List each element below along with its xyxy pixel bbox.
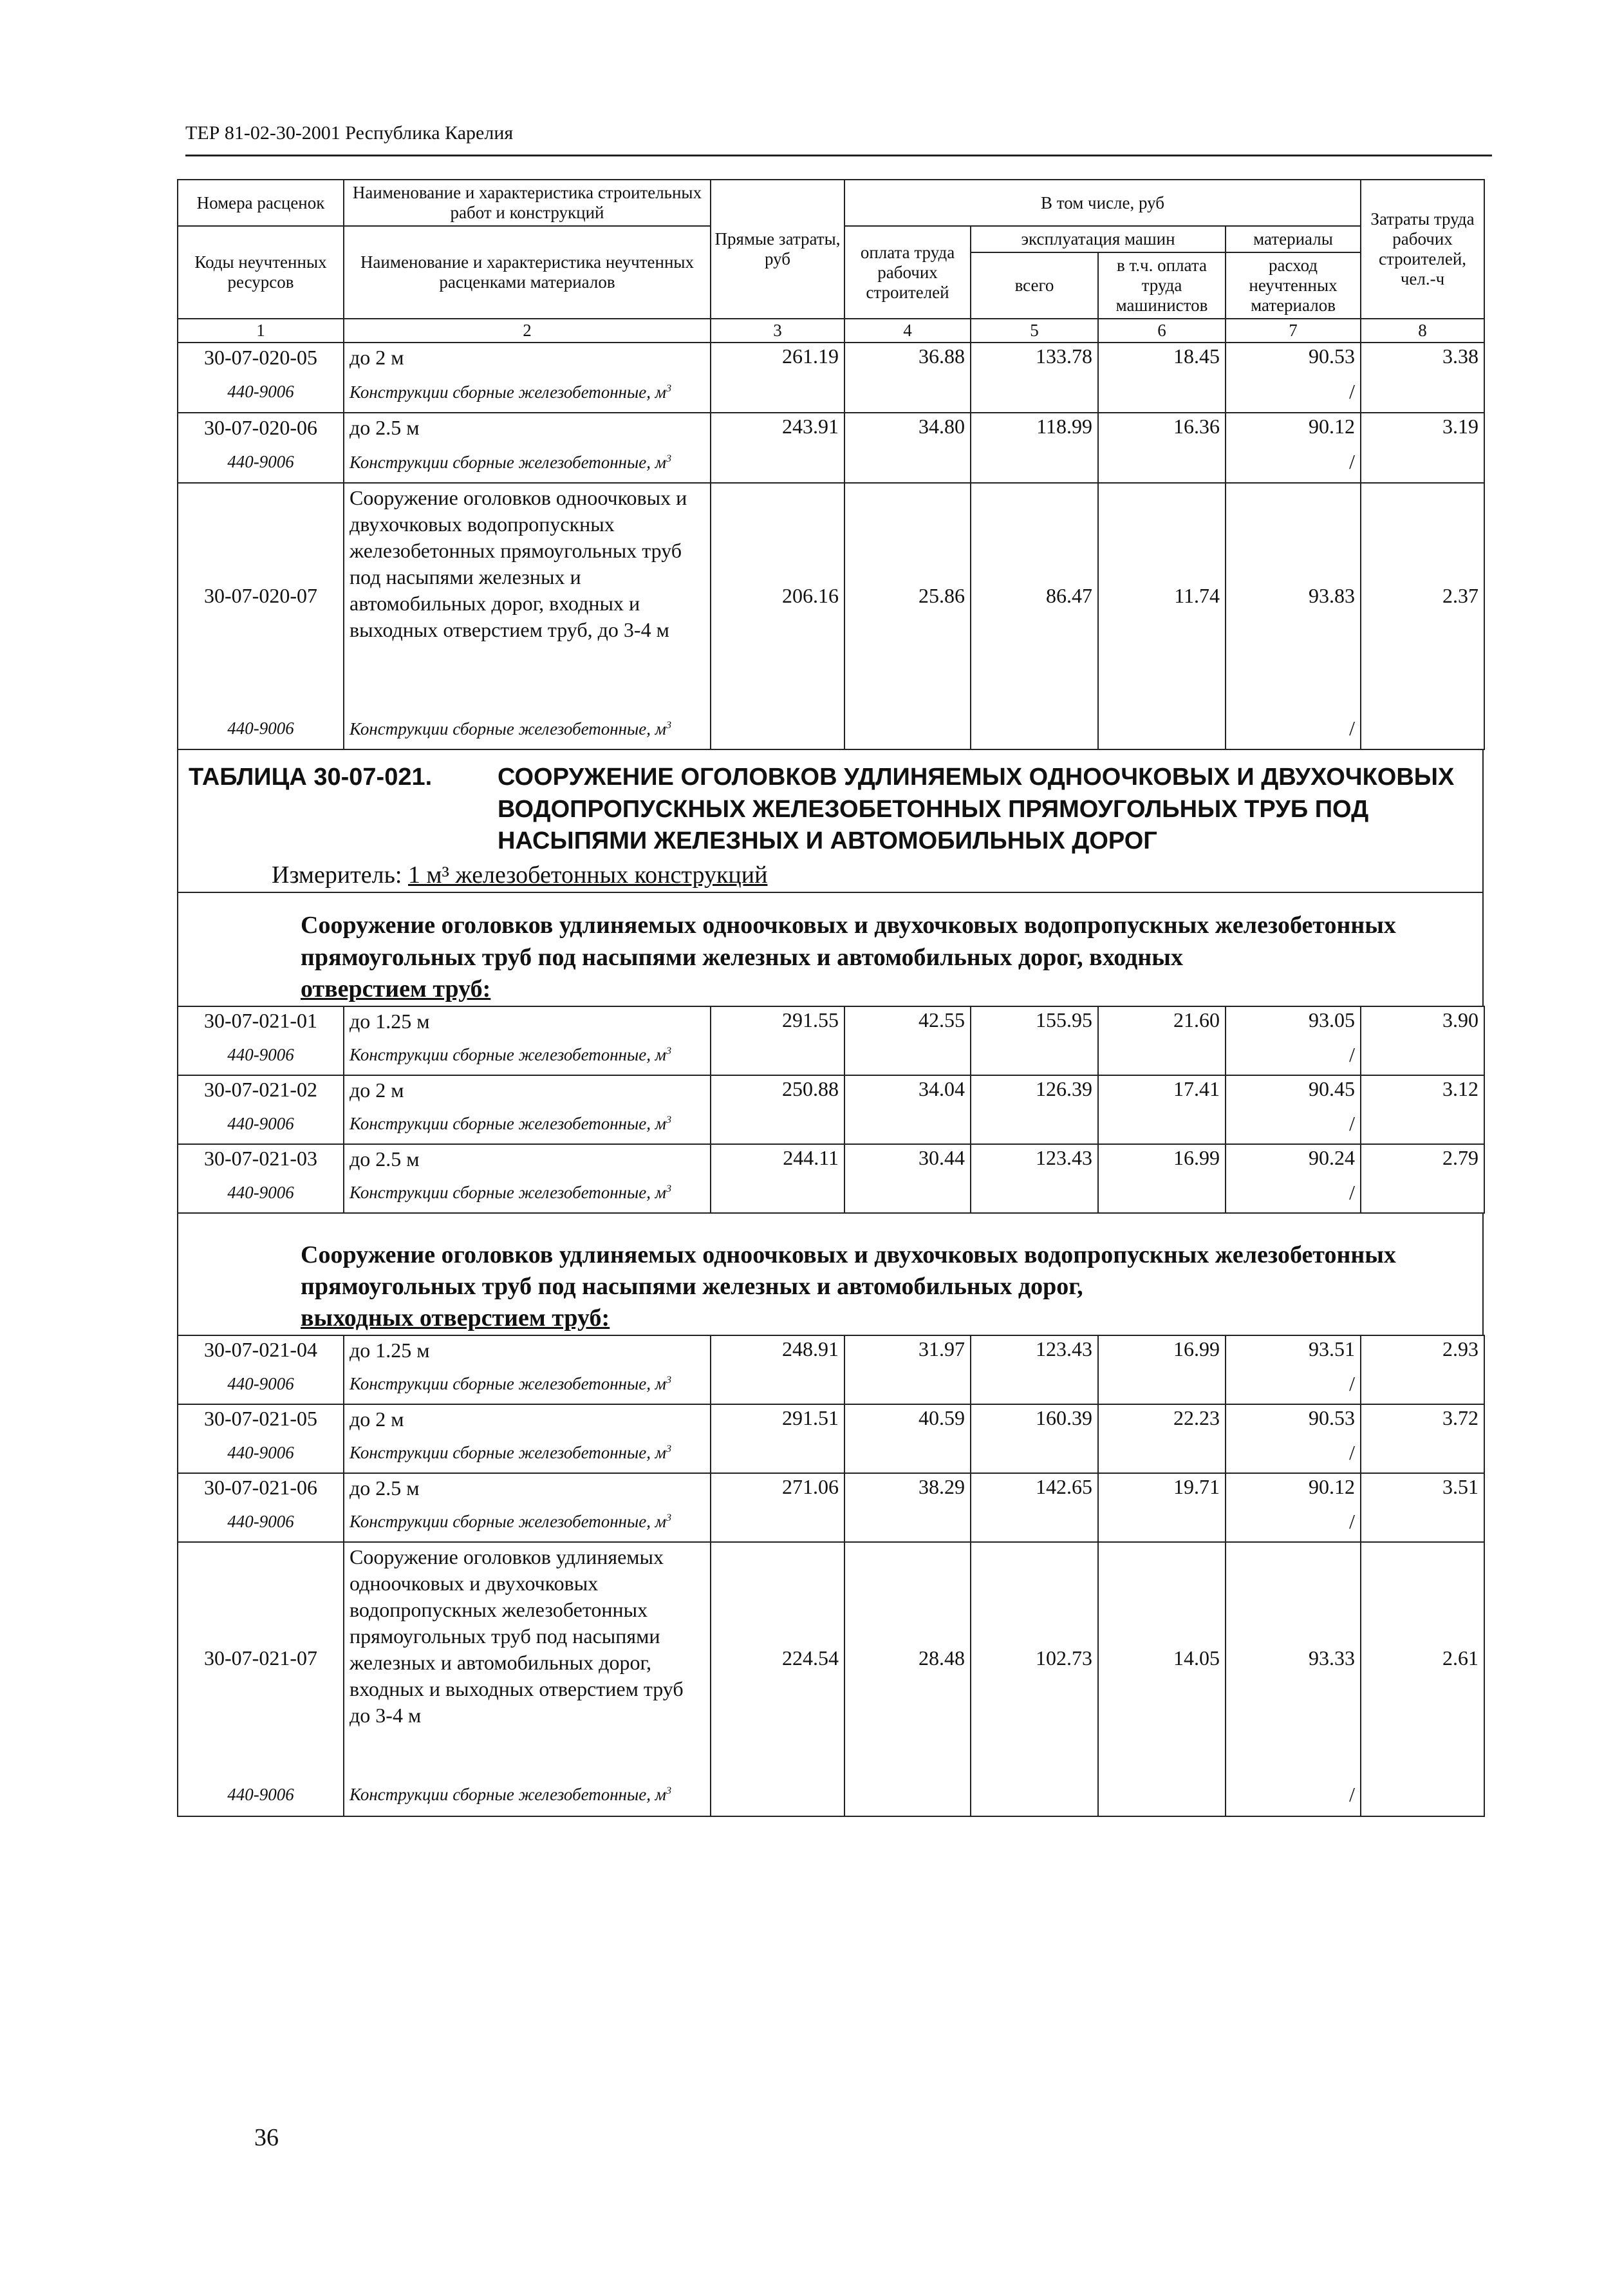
machinist-wage: 16.99	[1098, 1144, 1226, 1173]
machines-total: 160.39	[971, 1404, 1098, 1433]
col-number: 4	[844, 319, 971, 343]
rate-code: 30-07-021-02	[178, 1075, 344, 1104]
material-name: Конструкции сборные железобетонные, $м^3$	[344, 1035, 711, 1075]
group-heading: Сооружение оголовков удлиняемых одноочковых и двухочковых водопропускных железобетонных прямоугольных труб под насыпями железных и автомобильных дорог, выходных отверстием труб:	[177, 1214, 1484, 1335]
material-row	[178, 708, 1484, 749]
col-machines-header: эксплуатация машин	[971, 226, 1226, 252]
rate-code: 30-07-021-05	[178, 1404, 344, 1433]
work-name: Сооружение оголовков удлиняемых одноочковых и двухочковых водопропускных железобетонных прямоугольных труб под насыпями железных и автомобильных дорог, входных и выходных отверстием труб до 3-4 м	[344, 1542, 711, 1774]
col-number: 8	[1361, 319, 1484, 343]
meter-label: Измеритель:	[272, 861, 402, 889]
material-row	[178, 442, 1484, 483]
document-header: ТЕР 81-02-30-2001 Республика Карелия	[185, 122, 514, 144]
material-row	[178, 1104, 1484, 1144]
col-number: 3	[711, 319, 844, 343]
machinist-wage: 19.71	[1098, 1473, 1226, 1502]
machines-total: 142.65	[971, 1473, 1098, 1502]
work-name: до 2 м	[344, 343, 711, 372]
table-row	[178, 1542, 1484, 1774]
material-name: Конструкции сборные железобетонные, $м^3$	[344, 1104, 711, 1144]
work-name: до 1.25 м	[344, 1006, 711, 1035]
labor-hours: 3.90	[1361, 1006, 1484, 1035]
resource-code: 440-9006	[178, 1035, 344, 1075]
materials-value: 90.53	[1226, 1404, 1361, 1433]
labor-wage: 25.86	[844, 483, 971, 708]
table-row	[178, 483, 1484, 708]
labor-hours: 2.79	[1361, 1144, 1484, 1173]
table-title-text: СООРУЖЕНИЕ ОГОЛОВКОВ УДЛИНЯЕМЫХ ОДНООЧКОВЫХ И ДВУХОЧКОВЫХ ВОДОПРОПУСКНЫХ ЖЕЛЕЗОБЕТОННЫХ ПРЯМОУГОЛЬНЫХ ТРУБ ПОД НАСЫПЯМИ ЖЕЛЕЗНЫХ И АВТОМОБИЛЬНЫХ ДОРОГ	[498, 764, 1455, 855]
material-row	[178, 372, 1484, 413]
machinist-wage: 21.60	[1098, 1006, 1226, 1035]
table-row	[178, 1404, 1484, 1433]
materials-value: 90.53	[1226, 343, 1361, 372]
work-name: до 2.5 м	[344, 413, 711, 442]
material-unit: /	[1226, 708, 1361, 749]
labor-hours: 2.37	[1361, 483, 1484, 708]
materials-value: 90.24	[1226, 1144, 1361, 1173]
col-number: 5	[971, 319, 1098, 343]
rate-code: 30-07-021-03	[178, 1144, 344, 1173]
material-unit: /	[1226, 1364, 1361, 1404]
col-labor-hours-header: Затраты труда рабочих строителей, чел.-ч	[1361, 180, 1484, 319]
work-name: до 2.5 м	[344, 1144, 711, 1173]
materials-value: 93.33	[1226, 1542, 1361, 1774]
table-heading-block	[177, 750, 1484, 896]
resource-code: 440-9006	[178, 708, 344, 749]
machinist-wage: 22.23	[1098, 1404, 1226, 1433]
machines-total: 102.73	[971, 1542, 1098, 1774]
machines-total: 86.47	[971, 483, 1098, 708]
direct-costs: 261.19	[711, 343, 844, 372]
rate-code: 30-07-021-01	[178, 1006, 344, 1035]
machines-total: 123.43	[971, 1144, 1098, 1173]
labor-wage: 28.48	[844, 1542, 971, 1774]
materials-value: 90.12	[1226, 1473, 1361, 1502]
direct-costs: 271.06	[711, 1473, 844, 1502]
page-number: 36	[254, 2124, 279, 2151]
col-machinist-wage-header: в т.ч. оплата труда машинистов	[1098, 252, 1226, 319]
resource-code: 440-9006	[178, 1104, 344, 1144]
material-row	[178, 1035, 1484, 1075]
material-name: Конструкции сборные железобетонные, $м^3$	[344, 442, 711, 483]
material-unit: /	[1226, 1035, 1361, 1075]
labor-wage: 36.88	[844, 343, 971, 372]
machinist-wage: 14.05	[1098, 1542, 1226, 1774]
direct-costs: 224.54	[711, 1542, 844, 1774]
group-heading-tail: отверстием труб:	[301, 975, 491, 1003]
col-work-name-header: Наименование и характеристика строительных работ и конструкций	[344, 180, 711, 226]
labor-wage: 31.97	[844, 1335, 971, 1364]
rate-code: 30-07-020-05	[178, 343, 344, 372]
material-row	[178, 1364, 1484, 1404]
material-unit: /	[1226, 1502, 1361, 1542]
work-name: до 2 м	[344, 1404, 711, 1433]
materials-value: 93.83	[1226, 483, 1361, 708]
material-name: Конструкции сборные железобетонные, $м^3$	[344, 1364, 711, 1404]
rate-code: 30-07-021-07	[178, 1542, 344, 1774]
resource-code: 440-9006	[178, 1364, 344, 1404]
direct-costs: 244.11	[711, 1144, 844, 1173]
material-unit: /	[1226, 372, 1361, 413]
rate-code: 30-07-021-04	[178, 1335, 344, 1364]
rates-table-group2	[177, 1335, 1485, 1817]
col-materials-header: материалы	[1226, 226, 1361, 252]
work-name: до 2 м	[344, 1075, 711, 1104]
material-unit: /	[1226, 1774, 1361, 1816]
machinist-wage: 17.41	[1098, 1075, 1226, 1104]
rate-code: 30-07-020-07	[178, 483, 344, 708]
machinist-wage: 16.99	[1098, 1335, 1226, 1364]
material-name: Конструкции сборные железобетонные, $м^3$	[344, 372, 711, 413]
col-number: 2	[344, 319, 711, 343]
resource-code: 440-9006	[178, 1173, 344, 1213]
table-row	[178, 1473, 1484, 1502]
machinist-wage: 16.36	[1098, 413, 1226, 442]
material-unit: /	[1226, 1173, 1361, 1213]
meter-value: 1 м³ железобетонных конструкций	[408, 861, 768, 889]
resource-code: 440-9006	[178, 1433, 344, 1473]
work-name: до 1.25 м	[344, 1335, 711, 1364]
col-group-header: В том числе, руб	[844, 180, 1361, 226]
labor-hours: 3.72	[1361, 1404, 1484, 1433]
labor-hours: 3.12	[1361, 1075, 1484, 1104]
table-row	[178, 1006, 1484, 1035]
labor-wage: 42.55	[844, 1006, 971, 1035]
labor-hours: 2.61	[1361, 1542, 1484, 1774]
col-resource-code-header: Коды неучтенных ресурсов	[178, 226, 344, 319]
rates-table-top	[177, 179, 1485, 750]
col-labor-wage-header: оплата труда рабочих строителей	[844, 226, 971, 319]
labor-wage: 34.80	[844, 413, 971, 442]
rates-table-group1	[177, 1006, 1485, 1214]
resource-code: 440-9006	[178, 372, 344, 413]
labor-hours: 3.51	[1361, 1473, 1484, 1502]
col-material-use-header: расход неучтенных материалов	[1226, 252, 1361, 319]
material-row	[178, 1774, 1484, 1816]
group-heading: Сооружение оголовков удлиняемых одноочковых и двухочковых водопропускных железобетонных прямоугольных труб под насыпями железных и автомобильных дорог, входных отверстием труб:	[177, 896, 1484, 1005]
rate-code: 30-07-020-06	[178, 413, 344, 442]
direct-costs: 250.88	[711, 1075, 844, 1104]
labor-hours: 3.19	[1361, 413, 1484, 442]
direct-costs: 206.16	[711, 483, 844, 708]
header-rule	[185, 155, 1492, 156]
direct-costs: 248.91	[711, 1335, 844, 1364]
col-direct-costs-header: Прямые затраты, руб	[711, 180, 844, 319]
labor-wage: 40.59	[844, 1404, 971, 1433]
col-material-name-header: Наименование и характеристика неучтенных расценками материалов	[344, 226, 711, 319]
labor-wage: 30.44	[844, 1144, 971, 1173]
machinist-wage: 11.74	[1098, 483, 1226, 708]
measurement-unit	[178, 861, 1482, 893]
material-name: Конструкции сборные железобетонные, $м^3$	[344, 1433, 711, 1473]
labor-wage: 34.04	[844, 1075, 971, 1104]
materials-value: 90.12	[1226, 413, 1361, 442]
col-number: 7	[1226, 319, 1361, 343]
machines-total: 155.95	[971, 1006, 1098, 1035]
material-name: Конструкции сборные железобетонные, $м^3$	[344, 1502, 711, 1542]
col-rate-number-header: Номера расценок	[178, 180, 344, 226]
table-row	[178, 1144, 1484, 1173]
table-title	[178, 762, 1482, 857]
table-row	[178, 1075, 1484, 1104]
table-row	[178, 413, 1484, 442]
labor-wage: 38.29	[844, 1473, 971, 1502]
table-row	[178, 1335, 1484, 1364]
direct-costs: 291.55	[711, 1006, 844, 1035]
material-unit: /	[1226, 1104, 1361, 1144]
material-unit: /	[1226, 442, 1361, 483]
material-row	[178, 1173, 1484, 1213]
group-heading-tail: выходных отверстием труб:	[301, 1304, 610, 1332]
machines-total: 123.43	[971, 1335, 1098, 1364]
material-name: Конструкции сборные железобетонные, $м^3$	[344, 1173, 711, 1213]
material-row	[178, 1433, 1484, 1473]
material-name: Конструкции сборные железобетонные, $м^3$	[344, 1774, 711, 1816]
machines-total: 118.99	[971, 413, 1098, 442]
direct-costs: 291.51	[711, 1404, 844, 1433]
resource-code: 440-9006	[178, 442, 344, 483]
work-name: до 2.5 м	[344, 1473, 711, 1502]
materials-value: 90.45	[1226, 1075, 1361, 1104]
labor-hours: 2.93	[1361, 1335, 1484, 1364]
resource-code: 440-9006	[178, 1774, 344, 1816]
material-unit: /	[1226, 1433, 1361, 1473]
machines-total: 133.78	[971, 343, 1098, 372]
machines-total: 126.39	[971, 1075, 1098, 1104]
materials-value: 93.51	[1226, 1335, 1361, 1364]
col-number: 6	[1098, 319, 1226, 343]
work-name: Сооружение оголовков одноочковых и двухочковых водопропускных железобетонных прямоугольных труб под насыпями железных и автомобильных дорог, входных и выходных отверстием труб, до 3-4 м	[344, 483, 711, 708]
machinist-wage: 18.45	[1098, 343, 1226, 372]
rate-code: 30-07-021-06	[178, 1473, 344, 1502]
col-number: 1	[178, 319, 344, 343]
material-name: Конструкции сборные железобетонные, $м^3$	[344, 708, 711, 749]
table-label: ТАБЛИЦА 30-07-021.	[189, 764, 433, 791]
materials-value: 93.05	[1226, 1006, 1361, 1035]
resource-code: 440-9006	[178, 1502, 344, 1542]
col-machines-total-header: всего	[971, 252, 1098, 319]
material-row	[178, 1502, 1484, 1542]
direct-costs: 243.91	[711, 413, 844, 442]
table-row	[178, 343, 1484, 372]
document-body	[177, 179, 1484, 1817]
labor-hours: 3.38	[1361, 343, 1484, 372]
